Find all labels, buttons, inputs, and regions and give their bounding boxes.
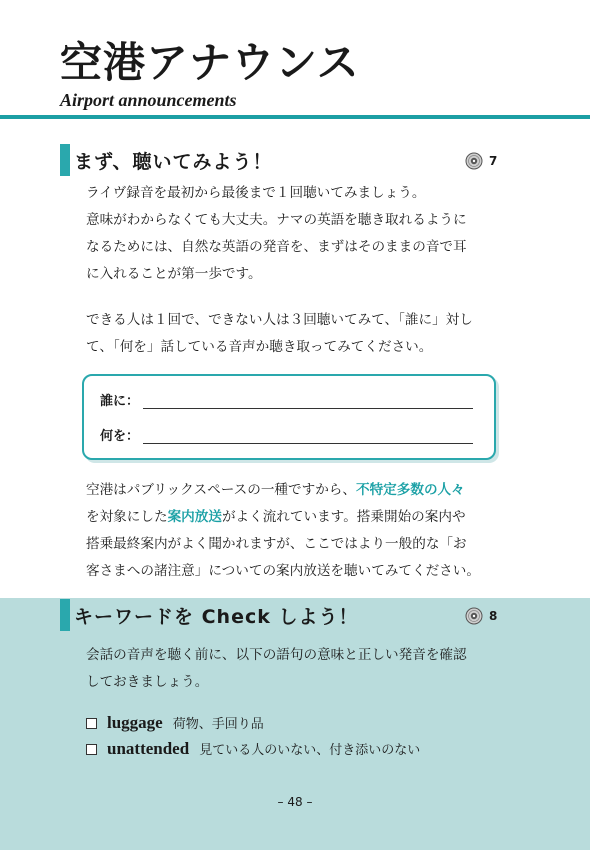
heading-bar <box>60 599 70 631</box>
keyword-intro <box>86 642 506 696</box>
text-line: 空港はパブリックスペースの一種ですから、不特定多数の人々 <box>86 482 465 498</box>
audio-track-7[interactable] <box>465 152 497 170</box>
highlight-text: 案内放送 <box>167 509 222 525</box>
page-title: 空港アナウンス <box>60 38 360 87</box>
keyword-word: luggage <box>107 713 163 732</box>
keyword-word: unattended <box>107 739 190 758</box>
keyword-meaning: 見ている人のいない、付き添いのない <box>199 743 421 758</box>
section-heading-label: キーワードを Check しよう！ <box>74 605 359 628</box>
answer-row-who[interactable] <box>100 390 473 409</box>
instruction-paragraph <box>86 307 506 361</box>
cd-icon <box>465 607 483 625</box>
who-answer-line[interactable] <box>143 394 473 409</box>
text-line: 会話の音声を聴く前に、以下の語句の意味と正しい発音を確認 <box>86 647 467 663</box>
text-line: ライヴ録音を最初から最後まで１回聴いてみましょう。 <box>86 185 426 201</box>
section-heading-listen <box>60 146 272 174</box>
keyword-meaning: 荷物、手回り品 <box>172 717 264 732</box>
page-subtitle: Airport announcements <box>60 90 237 110</box>
checkbox[interactable] <box>86 744 97 755</box>
answer-row-what[interactable] <box>100 425 473 444</box>
text-line: を対象にした案内放送がよく流れています。搭乗開始の案内や <box>86 509 466 525</box>
what-answer-line[interactable] <box>143 429 473 444</box>
who-label: 誰に： <box>100 394 140 409</box>
keyword-item <box>86 739 420 759</box>
answer-box <box>82 374 496 460</box>
text-line: 客さまへの諸注意」についての案内放送を聴いてみてください。 <box>86 563 480 579</box>
highlight-text: 不特定多数の人々 <box>355 482 465 498</box>
heading-bar <box>60 144 70 176</box>
title-rule <box>0 115 590 119</box>
text-line: に入れることが第一歩です。 <box>86 266 262 282</box>
what-label: 何を： <box>100 429 140 444</box>
audio-track-8[interactable] <box>465 607 497 625</box>
page-number: – 48 – <box>277 795 313 809</box>
text-line: なるためには、自然な英語の発音を、まずはそのままの音で耳 <box>86 239 467 255</box>
track-number: 7 <box>489 154 498 168</box>
context-paragraph <box>86 477 506 585</box>
section-heading-keywords <box>60 601 359 629</box>
text-line: 搭乗最終案内がよく聞かれますが、ここではより一般的な「お <box>86 536 467 552</box>
text-line: できる人は１回で、できない人は３回聴いてみて、「誰に」対し <box>86 312 473 328</box>
track-number: 8 <box>489 609 498 623</box>
text-line: て、「何を」話している音声か聴き取ってみてください。 <box>86 339 433 355</box>
section-heading-label: まず、聴いてみよう！ <box>74 150 273 173</box>
text-line: しておきましょう。 <box>86 674 209 690</box>
intro-paragraph <box>86 180 506 288</box>
checkbox[interactable] <box>86 718 97 729</box>
cd-icon <box>465 152 483 170</box>
keyword-item <box>86 713 264 733</box>
text-line: 意味がわからなくても大丈夫。ナマの英語を聴き取れるように <box>86 212 467 228</box>
